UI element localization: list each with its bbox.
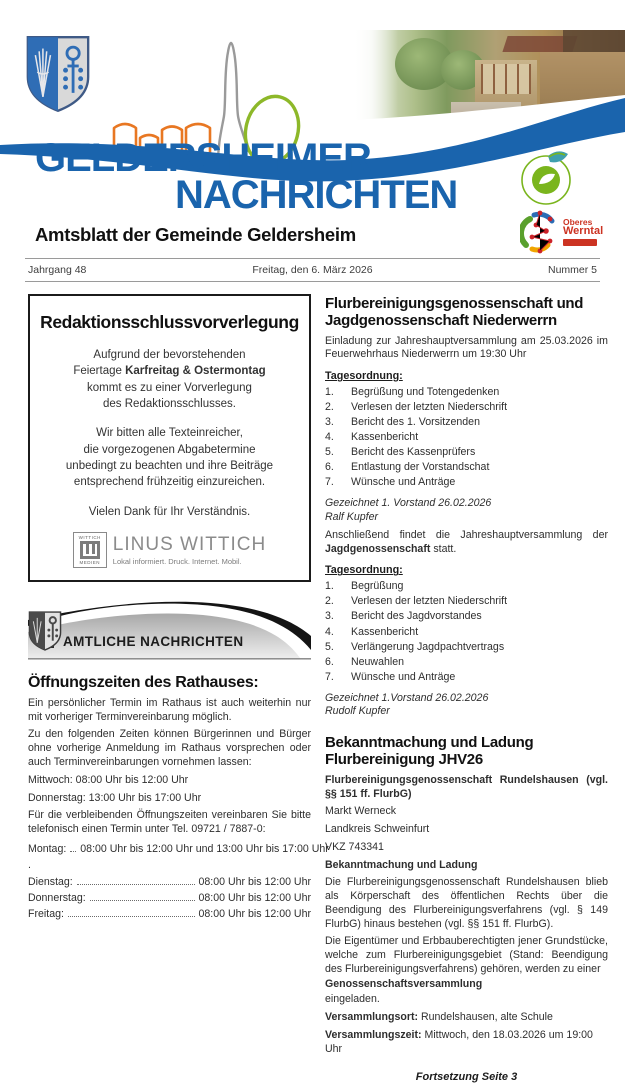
article2-line2: Landkreis Schweinfurt [325, 823, 430, 836]
werntal-tagline-bar [563, 239, 597, 246]
hours-paragraph-2: Zu den folgenden Zeiten können Bürgerinnen und Bürger ohne vorherige Anmeldung im Rathaus vorsprechen oder auch Terminvereinbarungen vornehmen lassen: [28, 728, 311, 769]
article1-between [325, 529, 608, 557]
article1-signature-1 [325, 497, 608, 525]
agenda2-title: Tagesordnung: [325, 564, 403, 577]
meeting-place-value: Rundelshausen, alte Schule [418, 1011, 553, 1024]
adbox-title: Redaktionsschlussvorverlegung [40, 312, 299, 332]
signature-name: Rudolf Kupfer [325, 705, 390, 718]
wittich-lw-mark-icon [80, 541, 100, 559]
oeko-modellregion-logo-icon [518, 150, 574, 206]
schedule-time: 08:00 Uhr bis 12:00 Uhr [198, 892, 311, 905]
agenda-num: 2. [325, 595, 334, 608]
agenda-item [325, 640, 608, 655]
schedule-time: 08:00 Uhr bis 12:00 Uhr [198, 875, 311, 888]
between-post: statt. [430, 542, 457, 555]
schedule-row [28, 906, 311, 922]
issue-number: Nummer 5 [547, 264, 597, 276]
agenda-num: 1. [325, 580, 334, 593]
article1-signature-2 [325, 692, 608, 720]
wittich-tagline: Lokal informiert. Druck. Internet. Mobil. [112, 556, 242, 566]
oberes-werntal-logo [520, 206, 604, 258]
roof-shape [563, 30, 625, 52]
werntal-line1: Oberes [563, 216, 593, 227]
between-bold: Jagdgenossenschaft [325, 542, 431, 555]
hours-paragraph-3: Für die verbleibenden Öffnungszeiten vereinbaren Sie bitte telefonisch einen Termin unter Tel. 09721 / 7887-0: [28, 809, 311, 836]
schedule-day: Freitag: [28, 908, 64, 921]
banner-coat-of-arms-icon [28, 610, 62, 652]
issue-date: Freitag, den 6. März 2026 [252, 264, 373, 276]
schedule-day: Dienstag: [28, 875, 73, 888]
article2-line3: VKZ 743341 [325, 840, 384, 853]
schedule-time: 08:00 Uhr bis 12:00 Uhr [198, 908, 311, 921]
agenda-text: Begrüßung [351, 580, 404, 593]
continuation-note: Fortsetzung Seite 3 [415, 1070, 518, 1083]
agenda-num: 5. [325, 446, 334, 459]
agenda-item [325, 670, 608, 685]
wittich-wordmark [113, 534, 266, 566]
masthead [0, 0, 625, 252]
schedule-row [28, 841, 329, 874]
banner-label-row [40, 634, 244, 649]
between-pre: Anschließend findet die Jahreshauptversammlung der [325, 528, 608, 541]
agenda-text: Verlängerung Jagdpachtvertrags [351, 640, 505, 653]
agenda-num: 5. [325, 640, 334, 653]
adbox-p1-line3: kommt es zu einer Vorverlegung [87, 381, 252, 394]
meeting-time-value: Mittwoch, den 18.03.2026 um 19:00 Uhr [325, 1029, 593, 1055]
town-hall-hours-section [28, 673, 329, 923]
hours-walkin-2: Donnerstag: 13:00 Uhr bis 17:00 Uhr [28, 791, 202, 804]
newsletter-title [35, 136, 458, 217]
wittich-square-top-label: WITTICH [78, 534, 101, 540]
agenda-num: 1. [325, 386, 334, 399]
hours-paragraph-1: Ein persönlicher Termin im Rathaus ist auch weiterhin nur mit vorheriger Terminvereinbarung möglich. [28, 696, 311, 723]
article2-title: Bekanntmachung und Ladung Flurbereinigung JHV26 [325, 734, 534, 768]
agenda-num: 7. [325, 670, 334, 683]
dot-leader [70, 851, 76, 852]
page-columns [0, 282, 625, 1083]
amtliche-nachrichten-banner [28, 596, 311, 660]
agenda-text: Kassenbericht [351, 625, 419, 638]
werntal-emblem-icon [520, 207, 560, 257]
agenda-num: 7. [325, 476, 334, 489]
adbox-p1-line4: des Redaktionsschlusses. [103, 397, 236, 410]
adbox-paragraph-2 [40, 425, 299, 490]
werntal-line2: Werntal [563, 225, 604, 238]
wittich-name: LINUS WITTICH [112, 533, 267, 555]
agenda-num: 4. [325, 431, 334, 444]
left-column [28, 294, 329, 1083]
agenda-item [325, 475, 608, 490]
agenda-text: Bericht des Kassenprüfers [351, 446, 476, 459]
agenda1-title: Tagesordnung: [325, 370, 403, 383]
agenda-text: Wünsche und Anträge [351, 476, 456, 489]
adbox-p2-line3: unbedingt zu beachten und ihre Beiträge [65, 459, 274, 472]
dot-leader [77, 884, 195, 885]
article2-paragraph-1: Die Flurbereinigungsgenossenschaft Rundelshausen blieb als Körperschaft des öffentlichen Rechts über die Beendigung des Flurbereinigungsverfahrens (vgl. § 149 FlurbG) hinaus bestehen (vgl. §§ 151 ff. FlurbG). [325, 876, 608, 930]
title-line-1: GELDERSHEIMER [35, 136, 371, 180]
agenda-text: Kassenbericht [351, 431, 419, 444]
hours-walkin-1: Mittwoch: 08:00 Uhr bis 12:00 Uhr [28, 773, 189, 786]
adbox-paragraph-1 [40, 347, 299, 412]
agenda-item [325, 655, 608, 670]
agenda-item [325, 609, 608, 624]
banner-graphic [28, 596, 311, 660]
article2-line1: Markt Werneck [325, 805, 397, 818]
agenda-text: Neuwahlen [351, 655, 405, 668]
agenda-item [325, 594, 608, 609]
signature-line: Gezeichnet 1. Vorstand 26.02.2026 [325, 497, 492, 510]
editorial-deadline-notice-box [28, 294, 311, 582]
dot-leader [68, 916, 195, 917]
agenda-num: 4. [325, 625, 334, 638]
hours-title: Öffnungszeiten des Rathauses: [28, 673, 259, 691]
article2-invite-tail: eingeladen. [325, 993, 380, 1006]
agenda-item [325, 415, 608, 430]
agenda-item [325, 385, 608, 400]
agenda-num: 2. [325, 401, 334, 414]
wittich-medien-square-icon [73, 532, 107, 568]
article1-intro: Einladung zur Jahreshauptversammlung am 25.03.2026 im Feuerwehrhaus Niederwerrn um 19:30 Uhr [325, 334, 608, 361]
article2-paragraph-2: Die Eigentümer und Erbbauberechtigten jener Grundstücke, welche zum Flurbereinigungsgebiet (Stand: Beendigung des Flurbereinigungsverfahrens) gehören, werden zu einer [325, 935, 608, 975]
article2-bold-heading: Bekanntmachung und Ladung [325, 858, 478, 871]
agenda-num: 6. [325, 655, 334, 668]
agenda-text: Verlesen der letzten Niederschrift [351, 595, 508, 608]
issue-volume: Jahrgang 48 [28, 264, 87, 276]
agenda-text: Wünsche und Anträge [351, 670, 456, 683]
agenda-num: 3. [325, 416, 334, 429]
meeting-place-label: Versammlungsort: [325, 1011, 419, 1024]
schedule-day: Montag: . [28, 842, 67, 872]
adbox-p1-line2-bold: Karfreitag & Ostermontag [125, 365, 266, 378]
article2-meeting-place [325, 1011, 608, 1025]
adbox-p2-line4: entsprechend frühzeitig einzureichen. [73, 476, 266, 489]
article2-invite-bold: Genossenschaftsversammlung [325, 977, 483, 990]
agenda-text: Bericht des 1. Vorsitzenden [351, 416, 480, 429]
meeting-time-label: Versammlungszeit: [325, 1029, 422, 1041]
linus-wittich-logo [40, 532, 299, 568]
banner-label: AMTLICHE NACHRICHTEN [63, 633, 244, 649]
schedule-day: Donnerstag: [28, 892, 86, 905]
article2-subheading: Flurbereinigungsgenossenschaft Rundelshausen (vgl. §§ 151 ff. FlurbG) [325, 773, 608, 800]
newsletter-subtitle: Amtsblatt der Gemeinde Geldersheim [35, 224, 356, 245]
werntal-logo-text [563, 218, 603, 247]
title-line-2: NACHRICHTEN [175, 172, 458, 217]
agenda-text: Entlastung der Vorstandschat [351, 461, 490, 474]
article2-meeting-time [325, 1029, 608, 1057]
adbox-thanks: Vielen Dank für Ihr Verständnis. [88, 505, 251, 518]
issue-info-bar [25, 258, 600, 282]
article1-title: Flurbereinigungsgenossenschaft und Jagdgenossenschaft Niederwerrn [325, 295, 584, 329]
schedule-row [28, 890, 311, 906]
adbox-p2-line1: Wir bitten alle Texteinreicher, [96, 427, 243, 440]
right-column [325, 294, 608, 1083]
signature-name: Ralf Kupfer [325, 511, 378, 524]
agenda-item [325, 579, 608, 594]
agenda-text: Begrüßung und Totengedenken [351, 386, 500, 399]
agenda-item [325, 400, 608, 415]
agenda-text: Bericht des Jagdvorstandes [351, 610, 482, 623]
agenda-item [325, 430, 608, 445]
agenda-item [325, 625, 608, 640]
adbox-p1-line1: Aufgrund der bevorstehenden [93, 349, 246, 361]
agenda-item [325, 460, 608, 475]
agenda-text: Verlesen der letzten Niederschrift [351, 401, 508, 414]
agenda-num: 6. [325, 461, 334, 474]
agenda-item [325, 445, 608, 460]
adbox-p1-line2-pre: Feiertage [73, 365, 126, 378]
schedule-time: 08:00 Uhr bis 12:00 Uhr und 13:00 Uhr bis 17:00 Uhr [80, 842, 329, 855]
signature-line: Gezeichnet 1.Vorstand 26.02.2026 [325, 691, 489, 704]
dot-leader [90, 900, 195, 901]
agenda-num: 3. [325, 610, 334, 623]
adbox-p2-line2: die vorgezogenen Abgabetermine [83, 443, 256, 456]
schedule-row [28, 874, 311, 890]
wittich-square-bottom-label: MEDIEN [79, 559, 101, 565]
